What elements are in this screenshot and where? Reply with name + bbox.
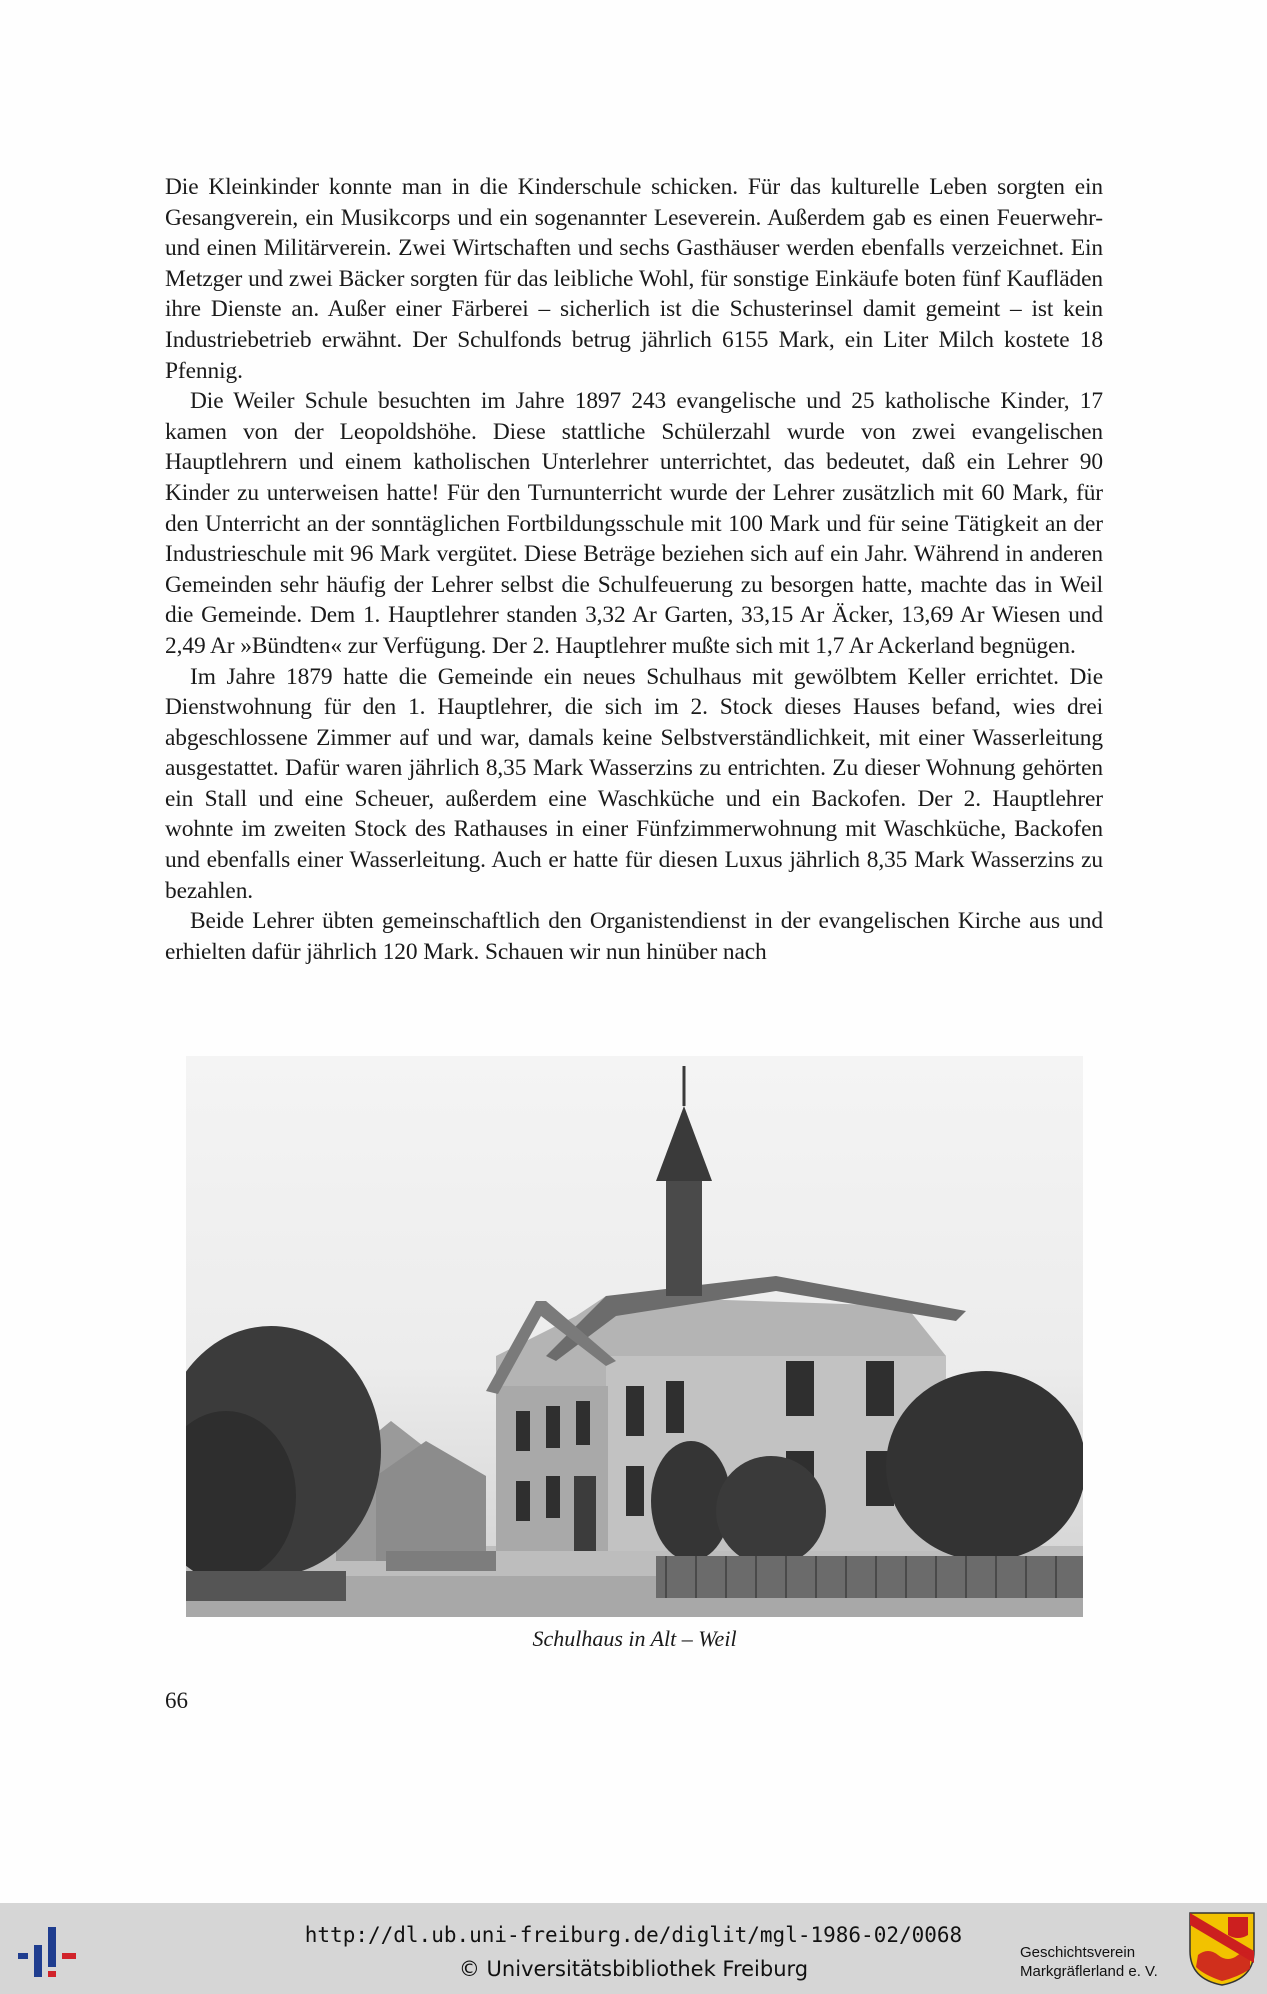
- schoolhouse-photo: [186, 1056, 1083, 1617]
- footer-society-name: [1020, 1943, 1190, 1981]
- paragraph-2: Die Weiler Schule besuchten im Jahre 1897 243 evangelische und 25 katholische Kinder, 17 kamen von der Leopoldshöhe. Diese stattliche Schülerzahl wurde von zwei evangelischen Hauptlehrern und einem katholischen Unterlehrer unterrichtet, das bedeutet, daß ein Lehrer 90 Kinder zu unterweisen hatte! Für den Turnunterricht wurde der Lehrer zusätzlich mit 60 Mark, für den Unterricht an der sonntäglichen Fortbildungsschule mit 100 Mark und für seine Tätigkeit an der Industrieschule mit 96 Mark vergütet. Diese Beträge beziehen sich auf ein Jahr. Während in anderen Gemeinden sehr häufig der Lehrer selbst die Schulfeuerung zu besorgen hatte, machte das in Weil die Gemeinde. Dem 1. Hauptlehrer standen 3,32 Ar Garten, 33,15 Ar Äcker, 13,69 Ar Wiesen und 2,49 Ar »Bündten« zur Verfügung. Der 2. Hauptlehrer mußte sich mit 1,7 Ar Ackerland begnügen.: [165, 388, 1103, 659]
- page-number: 66: [165, 1688, 188, 1713]
- society-line-1: Geschichtsverein: [1020, 1944, 1136, 1961]
- footer-bar: [0, 1903, 1267, 1994]
- paragraph-3: Im Jahre 1879 hatte die Gemeinde ein neues Schulhaus mit gewölbtem Keller errichtet. Die Dienstwohnung für den 1. Hauptlehrer, die sich im 2. Stock dieses Hauses befand, wies drei abgeschlossene Zimmer auf und war, damals keine Selbstverständlichkeit, mit einer Wasserleitung ausgestattet. Dafür waren jährlich 8,35 Mark Wasserzins zu entrichten. Zu dieser Wohnung gehörten ein Stall und eine Scheuer, außerdem eine Waschküche und ein Backofen. Der 2. Hauptlehrer wohnte im zweiten Stock des Rathauses in einer Fünfzimmerwohnung mit Waschküche, Backofen und ebenfalls einer Wasserleitung. Auch er hatte für diesen Luxus jährlich 8,35 Mark Wasserzins zu bezahlen.: [165, 663, 1103, 904]
- paragraph-1: Die Kleinkinder konnte man in die Kinderschule schicken. Für das kulturelle Leben sorgten ein Gesangverein, ein Musikcorps und ein sogenannter Leseverein. Außerdem gab es einen Feuerwehr- und einen Militärverein. Zwei Wirtschaften und sechs Gasthäuser werden ebenfalls verzeichnet. Ein Metzger und zwei Bäcker sorgten für das leibliche Wohl, für sonstige Einkäufe boten fünf Kaufläden ihre Dienste an. Außer einer Färberei – sicherlich ist die Schusterinsel damit gemeint – ist kein Industriebetrieb erwähnt. Der Schulfonds betrug jährlich 6155 Mark, ein Liter Milch kostete 18 Pfennig.: [165, 174, 1103, 384]
- photo-caption: Schulhaus in Alt – Weil: [532, 1626, 737, 1651]
- footer-url-link[interactable]: http://dl.ub.uni-freiburg.de/diglit/mgl-1986-02/0068: [304, 1923, 963, 1947]
- footer-copyright: © Universitätsbibliothek Freiburg: [458, 1957, 809, 1981]
- body-text: [165, 172, 1103, 967]
- coat-of-arms-icon: [1188, 1911, 1256, 1987]
- society-line-2: Markgräflerland e. V.: [1020, 1963, 1158, 1980]
- paragraph-4: Beide Lehrer übten gemeinschaftlich den Organistendienst in der evangelischen Kirche aus und erhielten dafür jährlich 120 Mark. Schauen wir nun hinüber nach: [165, 908, 1103, 965]
- schoolhouse-photo-illustration: [186, 1056, 1083, 1617]
